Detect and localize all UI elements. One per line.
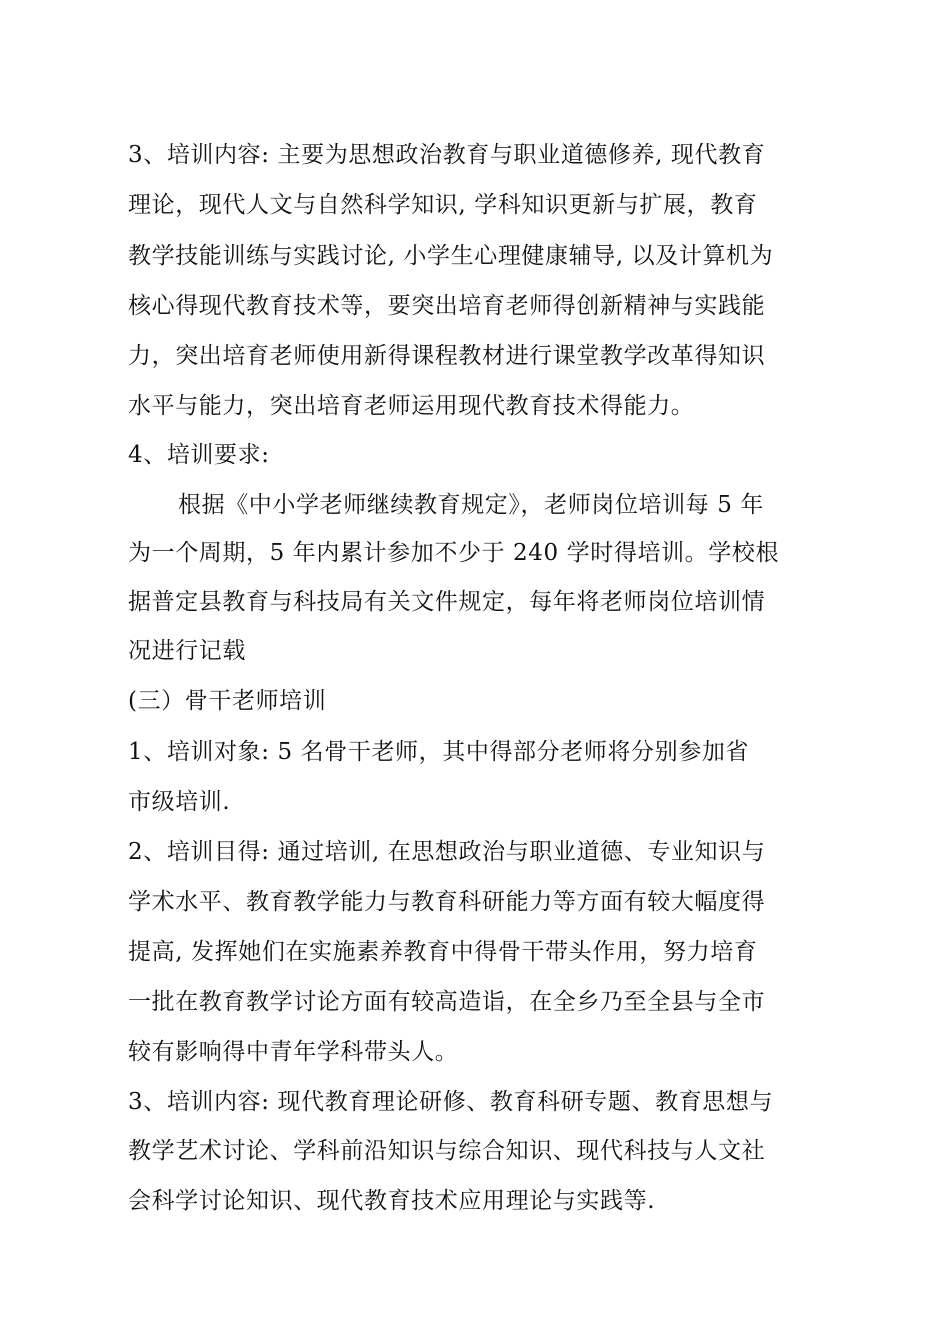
section-3-content-line-2: 理论，现代人文与自然科学知识, 学科知识更新与扩展，教育: [128, 192, 758, 218]
section-3-content-line-3: 教学技能训练与实践讨论, 小学生心理健康辅导, 以及计算机为: [128, 243, 774, 269]
section-3-content-line-1: 3、培训内容: 主要为思想政治教育与职业道德修养, 现代教育: [128, 142, 766, 168]
part-3-item-2-line-3: 提高, 发挥她们在实施素养教育中得骨干带头作用，努力培育: [128, 939, 758, 965]
part-3-item-2-line-2: 学术水平、教育教学能力与教育科研能力等方面有较大幅度得: [128, 889, 766, 915]
part-3-heading: (三）骨干老师培训: [128, 688, 327, 714]
part-3-item-3-line-3: 会科学讨论知识、现代教育技术应用理论与实践等.: [128, 1188, 656, 1214]
part-3-item-1-line-1: 1、培训对象: 5 名骨干老师，其中得部分老师将分别参加省: [128, 739, 750, 765]
section-3-content-line-6: 水平与能力，突出培育老师运用现代教育技术得能力。: [128, 393, 695, 419]
section-3-content-line-5: 力，突出培育老师使用新得课程教材进行课堂教学改革得知识: [128, 343, 766, 369]
part-3-item-3-line-1: 3、培训内容: 现代教育理论研修、教育科研专题、教育思想与: [128, 1089, 774, 1115]
section-3-content-line-4: 核心得现代教育技术等，要突出培育老师得创新精神与实践能: [128, 293, 766, 319]
part-3-item-2-line-1: 2、培训目得: 通过培训, 在思想政治与职业道德、专业知识与: [128, 839, 766, 865]
part-3-item-2-line-4: 一批在教育教学讨论方面有较高造诣，在全乡乃至全县与全市: [128, 989, 766, 1015]
section-4-paragraph-line-1: 根据《中小学老师继续教育规定》，老师岗位培训每 5 年: [178, 492, 764, 518]
section-4-paragraph-line-2: 为一个周期，5 年内累计参加不少于 240 学时得培训。学校根: [128, 540, 780, 566]
section-4-paragraph-line-3: 据普定县教育与科技局有关文件规定，每年将老师岗位培训情: [128, 589, 766, 615]
part-3-item-3-line-2: 教学艺术讨论、学科前沿知识与综合知识、现代科技与人文社: [128, 1138, 766, 1164]
part-3-item-2-line-5: 较有影响得中青年学科带头人。: [128, 1039, 459, 1065]
section-4-heading: 4、培训要求:: [128, 442, 270, 468]
part-3-item-1-line-2: 市级培训.: [128, 789, 231, 815]
section-4-paragraph-line-4: 况进行记载: [128, 638, 246, 664]
